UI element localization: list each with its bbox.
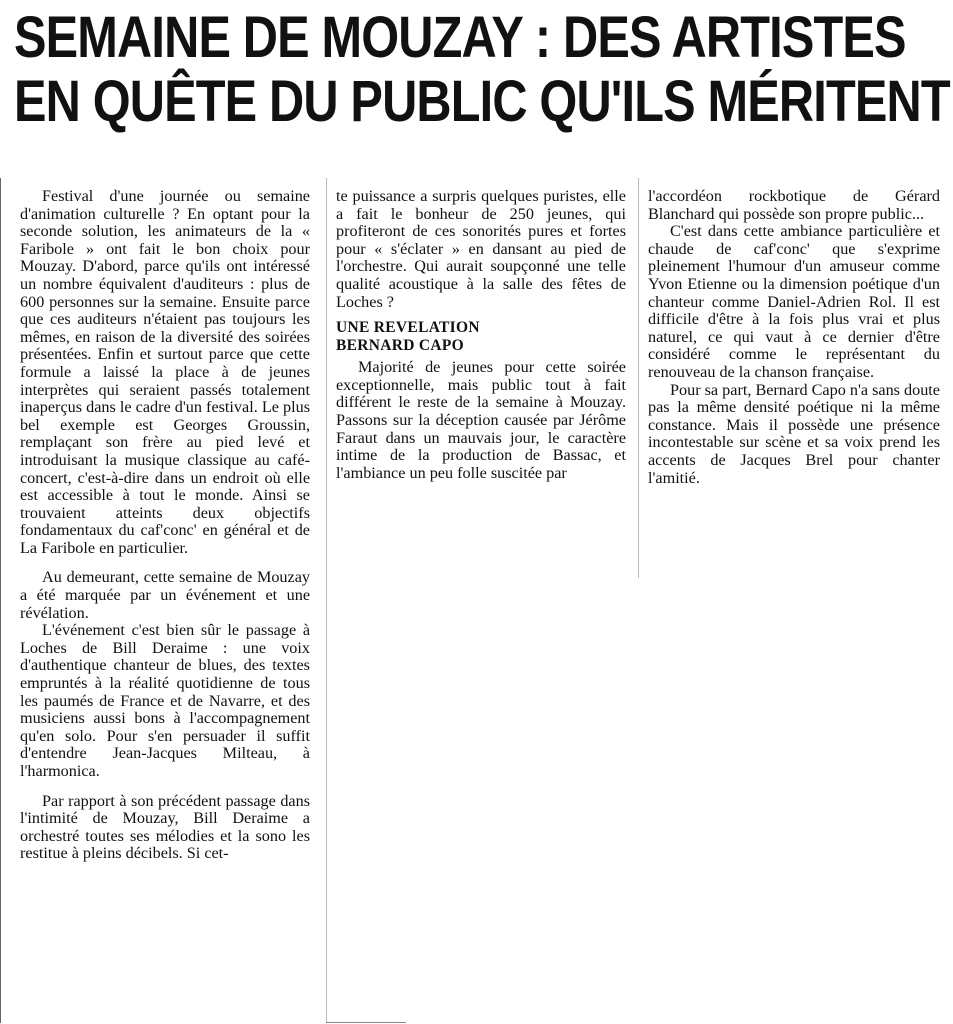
headline-line-2: EN QUÊTE DU PUBLIC QU'ILS MÉRITENT [14, 69, 950, 134]
article-column-1 [20, 188, 310, 863]
article-column-2 [336, 188, 626, 482]
paragraph: Festival d'une journée ou semaine d'animation culturelle ? En optant pour la seconde solution, les animateurs de la « Faribole » ont fait le bon choix pour Mouzay. D'abord, parce qu'ils ont intéressé un nombre équivalent d'auditeurs : plus de 600 personnes sur la semaine. Ensuite parce que ces auditeurs n'étaient pas toujours les mêmes, en raison de la diversité des soirées présentées. Enfin et surtout parce que cette formule a laissé la place à de jeunes interprètes qui seraient passés totalement inaperçus dans le cadre d'un festival. Le plus bel exemple est Georges Groussin, remplaçant son frère au pied levé et introduisant la musique classique au café-concert, c'est-à-dire dans un endroit où elle est accessible à tout le monde. Ainsi se trouvaient atteints deux objectifs fondamentaux du caf'conc' en général et de La Faribole en particulier. [20, 187, 310, 557]
paragraph: L'événement c'est bien sûr le passage à Loches de Bill Deraime : une voix d'authentique chanteur de blues, des textes empruntés à la réalité quotidienne de tous les paumés de France et de Navarre, et des musiciens aussi bons à l'accompagnement qu'en solo. Pour s'en persuader il suffit d'entendre Jean-Jacques Milteau, à l'harmonica. [20, 621, 310, 780]
headline-line-1: SEMAINE DE MOUZAY : DES ARTISTES [14, 5, 906, 70]
paragraph: Pour sa part, Bernard Capo n'a sans doute pas la même densité poétique ni la même constance. Mais il possède une présence incontestable sur scène et sa voix prend les accents de Jacques Brel pour chanter l'amitié. [648, 380, 940, 487]
paragraph: C'est dans cette ambiance particulière et chaude de caf'conc' que s'exprime pleinement l'humour d'un amuseur comme Yvon Etienne ou la dimension poétique d'un chanteur comme Daniel-Adrien Rol. Il est difficile d'être à la fois plus vrai et plus naturel, ce qui vaut à ce dernier d'être considéré comme le représentant du renouveau de la chanson française. [648, 222, 940, 381]
subheading-line-2: BERNARD CAPO [336, 337, 465, 355]
article-column-3 [648, 188, 940, 487]
paragraph: Par rapport à son précédent passage dans l'intimité de Mouzay, Bill Deraime a orchestré toutes ses mélodies et la sono les restitue à pleins décibels. Si cet- [20, 791, 310, 863]
paragraph: Au demeurant, cette semaine de Mouzay a été marquée par un événement et une révélation. [20, 568, 310, 622]
column-rule-left [0, 178, 1, 1023]
bottom-rule [326, 1022, 406, 1023]
column-rule-middle [326, 178, 327, 1023]
subheading [336, 319, 626, 355]
subheading-line-1: UNE REVELATION [336, 319, 480, 337]
paragraph: te puissance a surpris quelques puristes, elle a fait le bonheur de 250 jeunes, qui profiteront de ces sonorités pures et fortes pour « s'éclater » en dansant au pied de l'orchestre. Qui aurait soupçonné une telle qualité acoustique à la salle des fêtes de Loches ? [336, 187, 626, 311]
paragraph: Majorité de jeunes pour cette soirée exceptionnelle, mais public tout à fait différent le reste de la semaine à Mouzay. Passons sur la déception causée par Jérôme Faraut dans un mauvais jour, le caractère intime de la production de Bassac, et l'ambiance un peu folle suscitée par [336, 358, 626, 482]
paragraph: l'accordéon rockbotique de Gérard Blanchard qui possède son propre public... [648, 187, 940, 223]
headline [14, 5, 950, 134]
column-rule-right [638, 178, 639, 578]
